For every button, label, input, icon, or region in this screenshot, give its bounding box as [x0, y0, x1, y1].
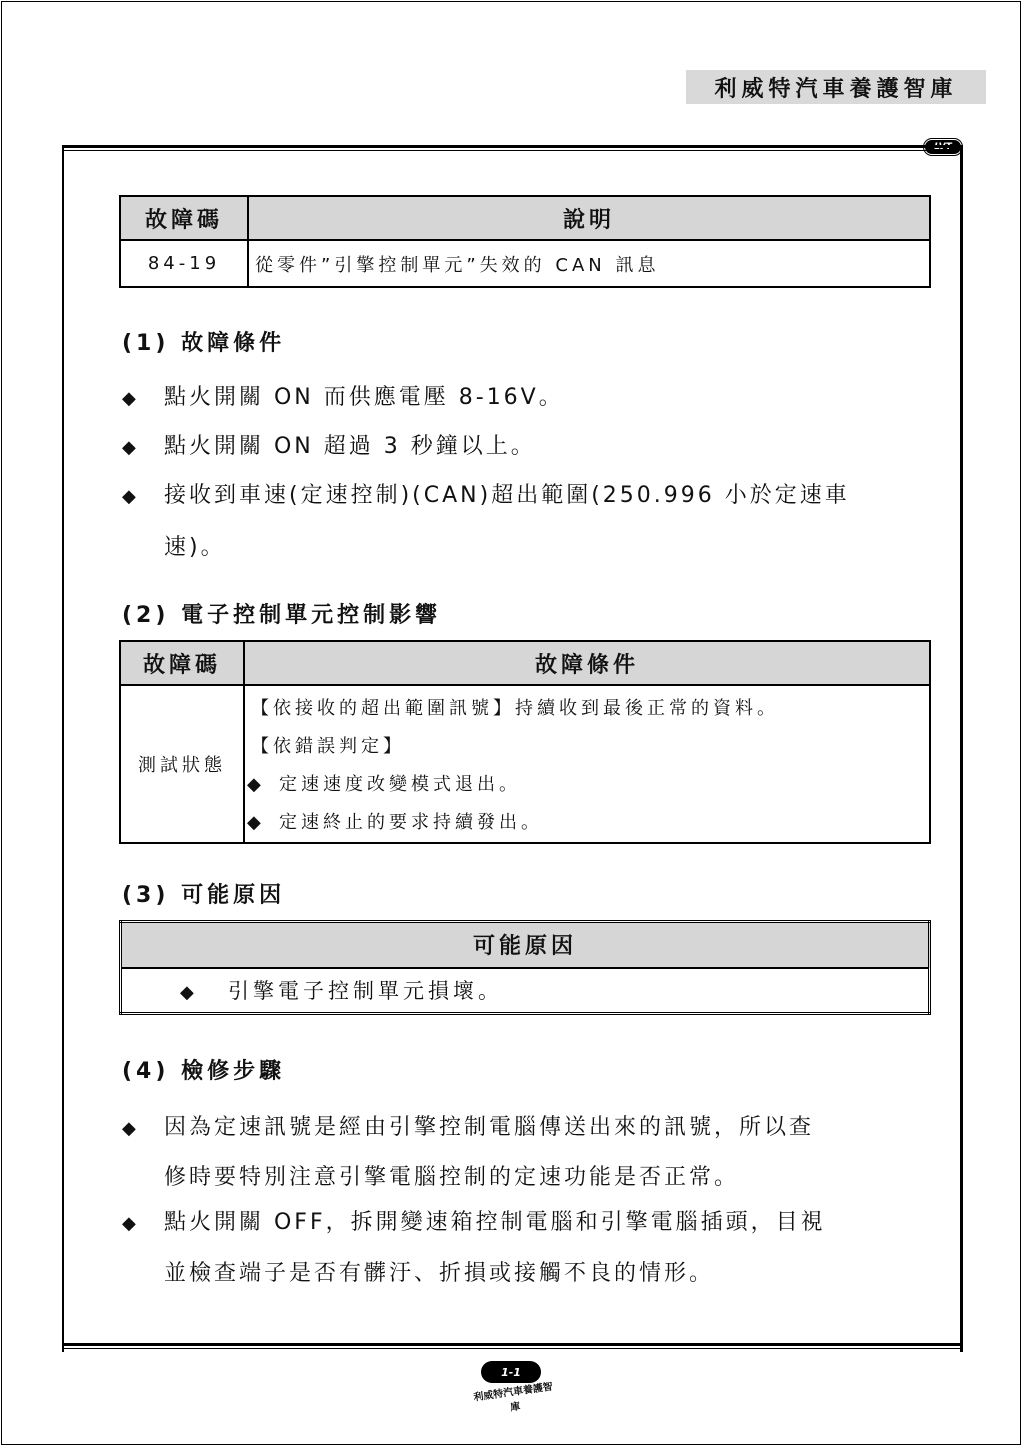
- lvt-logo-badge: LVT: [924, 139, 962, 155]
- list-item-continuation: 修時要特別注意引擎電腦控制的定速功能是否正常。: [164, 1165, 740, 1190]
- diamond-bullet-icon: ◆: [247, 812, 265, 833]
- section1-title: (1) 故障條件: [122, 331, 286, 356]
- list-item: ◆ 點火開關 OFF，拆開變速箱控制電腦和引擎電腦插頭，目視: [122, 1198, 932, 1249]
- condition-line: ◆ 定速速度改變模式退出。: [245, 766, 929, 804]
- possible-cause-item: ◆ 引擎電子控制單元損壞。: [121, 968, 930, 1014]
- code-header: 故障碼: [120, 196, 248, 240]
- description-header: 說明: [248, 196, 930, 240]
- code-table: [119, 195, 931, 288]
- frame-bottom-rule: [62, 1343, 963, 1349]
- list-item: ◆ 點火開關 ON 超過 3 秒鐘以上。: [122, 422, 932, 473]
- section3-title: (3) 可能原因: [122, 883, 286, 908]
- code-header: 故障碼: [120, 641, 244, 685]
- ecu-effect-table: [119, 640, 931, 844]
- page-number: 1-1: [481, 1361, 541, 1383]
- possible-cause-table: [119, 920, 931, 1015]
- frame-left-rule: [62, 145, 64, 1352]
- code-value: 84-19: [120, 240, 248, 287]
- frame-top-rule: [62, 145, 952, 151]
- diamond-bullet-icon: ◆: [180, 982, 198, 1004]
- frame-right-rule: [960, 145, 963, 1352]
- footer-brand: 利威特汽車養護智庫: [472, 1381, 554, 1414]
- list-item: ◆ 因為定速訊號是經由引擎控制電腦傳送出來的訊號，所以查: [122, 1103, 932, 1154]
- condition-line: 【依接收的超出範圍訊號】持續收到最後正常的資料。: [251, 698, 779, 719]
- section4-title: (4) 檢修步驟: [122, 1059, 286, 1084]
- condition-line: 【依錯誤判定】: [251, 736, 405, 757]
- code-description: 從零件”引擎控制單元”失效的 CAN 訊息: [248, 240, 930, 287]
- diamond-bullet-icon: ◆: [122, 486, 139, 507]
- diamond-bullet-icon: ◆: [247, 774, 265, 795]
- condition-line: ◆ 定速終止的要求持續發出。: [245, 804, 929, 842]
- list-item: ◆ 點火開關 ON 而供應電壓 8-16V。: [122, 373, 932, 424]
- list-item-continuation: 並檢查端子是否有髒汙、折損或接觸不良的情形。: [164, 1261, 715, 1286]
- list-item: ◆ 接收到車速(定速控制)(CAN)超出範圍(250.996 小於定速車: [122, 471, 932, 522]
- diamond-bullet-icon: ◆: [122, 1213, 139, 1234]
- diamond-bullet-icon: ◆: [122, 388, 139, 409]
- test-state-label: 測試狀態: [120, 685, 244, 843]
- section2-title: (2) 電子控制單元控制影響: [122, 603, 442, 628]
- header-title: 利威特汽車養護智庫: [686, 70, 986, 104]
- condition-header: 故障條件: [244, 641, 930, 685]
- condition-cell: [244, 685, 930, 843]
- possible-cause-header: 可能原因: [121, 922, 930, 968]
- diamond-bullet-icon: ◆: [122, 1118, 139, 1139]
- diamond-bullet-icon: ◆: [122, 437, 139, 458]
- list-item-continuation: 速)。: [164, 535, 226, 560]
